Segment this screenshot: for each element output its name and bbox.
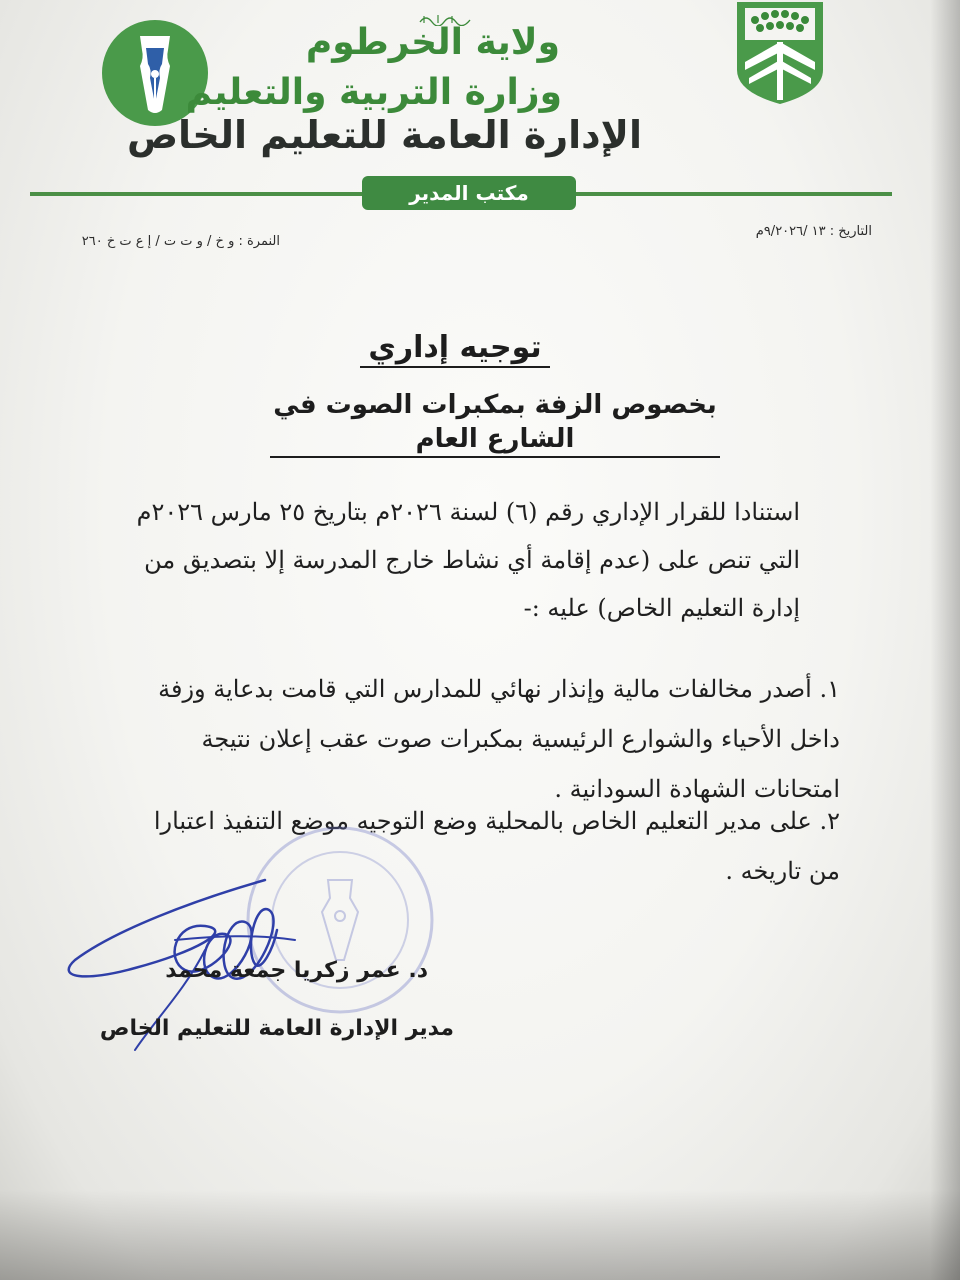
photo-shadow-edge — [930, 0, 960, 1280]
signatory-name: د. عمر زكريا جمعة محمد — [165, 958, 428, 983]
intro-paragraph: استنادا للقرار الإداري رقم (٦) لسنة ٢٠٢٦م بتاريخ ٢٥ مارس ٢٠٢٦م التي تنص على (عدم إقامة أي نشاط خارج المدرسة إلا بتصديق من إدارة التعليم الخاص) عليه :- — [136, 498, 800, 622]
khartoum-state-emblem-icon — [735, 0, 825, 105]
document-title: توجيه إداري — [360, 330, 550, 368]
signatory-title: مدير الإدارة العامة للتعليم الخاص — [99, 1016, 454, 1041]
document-date: التاريخ : ١٣ /٩/٢٠٢٦م — [755, 224, 872, 239]
document-reference: النمرة : و خ / و ت ت / إ ع ت خ ٢٦٠ — [81, 234, 280, 249]
document-subject: بخصوص الزفة بمكبرات الصوت في الشارع العام — [270, 388, 720, 458]
photo-shadow — [0, 1190, 960, 1280]
state-name: ولاية الخرطوم — [305, 22, 560, 63]
ministry-name: وزارة التربية والتعليم — [185, 72, 562, 113]
department-name: الإدارة العامة للتعليم الخاص — [126, 113, 642, 157]
directive-item: ٢. على مدير التعليم الخاص بالمحلية وضع التوجيه موضع التنفيذ اعتبارا من تاريخه . — [153, 807, 840, 885]
directive-item: ١. أصدر مخالفات مالية وإنذار نهائي للمدارس التي قامت بدعاية وزفة داخل الأحياء والشوارع الرئيسية بمكبرات صوت عقب إعلان نتيجة امتحانات الشهادة السودانية . — [158, 675, 840, 803]
office-label: مكتب المدير — [409, 181, 529, 205]
